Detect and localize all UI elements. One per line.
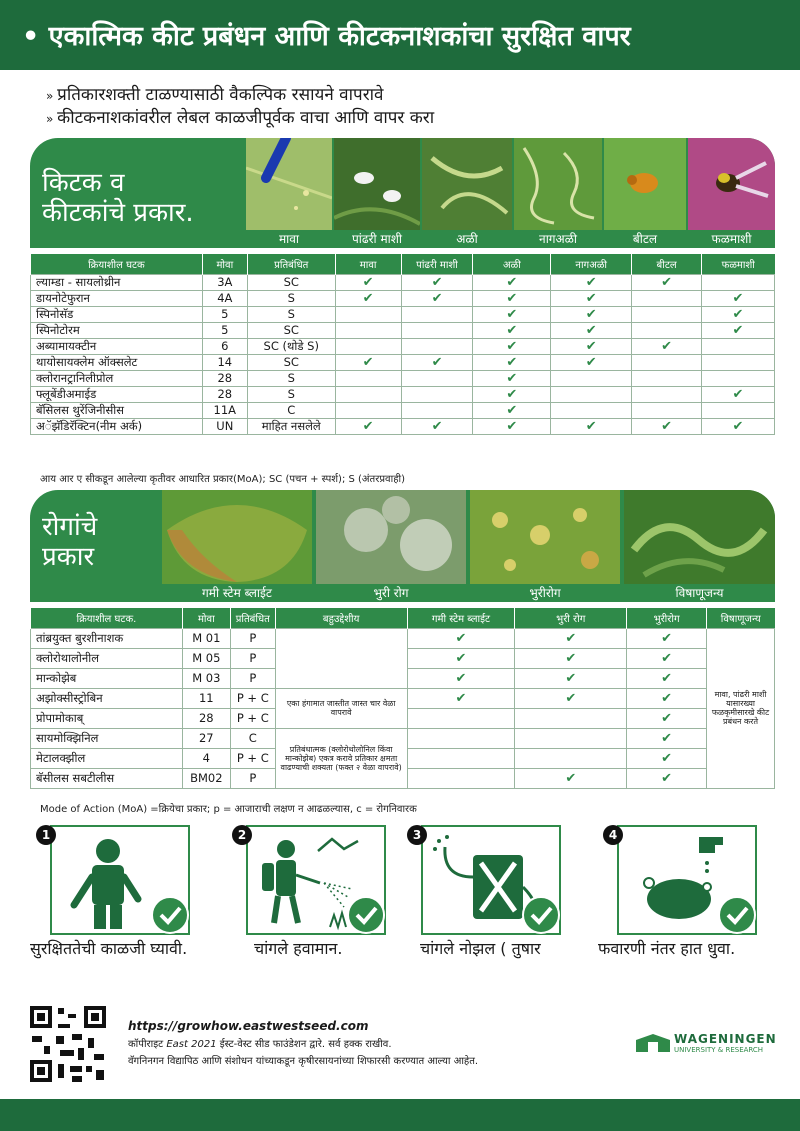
virus-image (624, 490, 775, 584)
check-mark: ✔ (473, 290, 551, 306)
photo-caption: भुरी रोग (316, 584, 466, 602)
moa-value: 6 (202, 338, 247, 354)
moa-value: 28 (202, 386, 247, 402)
check-mark: ✔ (627, 708, 707, 728)
table-row (31, 290, 775, 306)
column-header: मावा (335, 254, 401, 274)
check-mark (702, 402, 775, 418)
moa-value: M 01 (182, 628, 230, 648)
diseases-title-line2: प्रकार (42, 542, 95, 572)
check-mark: ✔ (551, 290, 632, 306)
check-mark: ✔ (627, 728, 707, 748)
footer-bar (0, 1099, 800, 1131)
copyright-text: ईस्ट-वेस्ट सीड फाउंडेशन द्वारे. सर्व हक्क राखीव. (219, 1039, 392, 1050)
check-mark: ✔ (515, 768, 627, 788)
mode-value: SC (247, 354, 335, 370)
mode-value: P (230, 768, 275, 788)
powdery-mildew-image (470, 490, 620, 584)
check-mark (401, 306, 473, 322)
column-header: भुरीरोग (627, 608, 707, 628)
check-mark: ✔ (515, 628, 627, 648)
check-mark: ✔ (627, 748, 707, 768)
check-badge-icon (521, 895, 561, 935)
check-mark: ✔ (632, 274, 702, 290)
photo-caption: विषाणूजन्य (624, 584, 775, 602)
column-header: प्रतिबंधित (230, 608, 275, 628)
moa-value: 11 (182, 688, 230, 708)
check-mark (702, 274, 775, 290)
active-ingredient: प्रोपामोकाब् (31, 708, 183, 728)
active-ingredient: सायमोक्झिनिल (31, 728, 183, 748)
check-mark: ✔ (335, 354, 401, 370)
check-mark: ✔ (551, 338, 632, 354)
step-weather (237, 825, 386, 935)
check-mark (401, 370, 473, 386)
check-mark: ✔ (473, 418, 551, 434)
check-mark: ✔ (401, 418, 473, 434)
table-row (31, 402, 775, 418)
column-header: बीटल (632, 254, 702, 274)
check-mark (551, 386, 632, 402)
check-mark (515, 708, 627, 728)
column-header: क्रियाशील घटक (31, 254, 203, 274)
mode-value: P (230, 628, 275, 648)
gummy-stem-blight-image (162, 490, 312, 584)
moa-value: M 05 (182, 648, 230, 668)
table-row (31, 628, 775, 648)
moa-value: 3A (202, 274, 247, 290)
moa-value: 14 (202, 354, 247, 370)
check-mark: ✔ (627, 768, 707, 788)
multi-purpose-note: प्रतिबंधात्मक (क्लोरोथोलोनिल किंवा मान्कोझेब) एकत्र करावे प्रतिकार क्षमता वाढण्याची शक्यता (फक्त २ वेळा वापरावे) (275, 728, 407, 788)
leafminer-image (514, 138, 602, 230)
check-mark: ✔ (473, 306, 551, 322)
active-ingredient: ल्याम्डा - सायलोथ्रीन (31, 274, 203, 290)
photo-caption: पांढरी माशी (334, 230, 420, 248)
step-number: 2 (232, 825, 252, 845)
mode-value: S (247, 370, 335, 386)
copyright-year: East 2021 (166, 1039, 217, 1050)
moa-value: 11A (202, 402, 247, 418)
photo-virus (624, 490, 775, 602)
column-header: क्रियाशील घटक. (31, 608, 183, 628)
table-row (31, 370, 775, 386)
footer-credit: वॅगनिनगन विद्यापिठ आणि संशोधन यांच्याकडून कृषीरसायनांच्या शिफारसी करण्यात आल्या आहेत. (128, 1056, 479, 1067)
bullet-list (46, 84, 434, 130)
page-title: • एकात्मिक कीट प्रबंधन आणि कीटकनाशकांचा सुरक्षित वापर (22, 21, 631, 52)
check-mark: ✔ (407, 648, 515, 668)
active-ingredient: मेटालक्झील (31, 748, 183, 768)
check-mark: ✔ (702, 386, 775, 402)
footer-copyright (128, 1036, 392, 1050)
step-number: 1 (36, 825, 56, 845)
check-mark (515, 748, 627, 768)
column-header: बहुउद्देशीय (275, 608, 407, 628)
step-number: 4 (603, 825, 623, 845)
active-ingredient: स्पिनोसॅड (31, 306, 203, 322)
check-mark: ✔ (515, 668, 627, 688)
check-mark (335, 338, 401, 354)
qr-code-icon (28, 1004, 108, 1084)
header-bar (0, 0, 800, 70)
check-mark: ✔ (473, 354, 551, 370)
beetle-image (604, 138, 686, 230)
check-mark: ✔ (401, 290, 473, 306)
table-row (31, 418, 775, 434)
step-label: फवारणी नंतर हात धुवा. (598, 939, 736, 958)
check-mark: ✔ (515, 688, 627, 708)
column-header: नागअळी (551, 254, 632, 274)
mode-value: माहित नसलेले (247, 418, 335, 434)
check-mark (632, 290, 702, 306)
photo-caption: अळी (422, 230, 512, 248)
mode-value: SC (थोडे S) (247, 338, 335, 354)
check-mark (632, 370, 702, 386)
moa-value: 28 (202, 370, 247, 386)
table-row (31, 728, 775, 748)
check-mark: ✔ (702, 322, 775, 338)
active-ingredient: अॅझॅडिरॅक्टिन(नीम अर्क) (31, 418, 203, 434)
moa-value: 5 (202, 306, 247, 322)
check-badge-icon (717, 895, 757, 935)
check-mark (335, 322, 401, 338)
check-mark: ✔ (702, 306, 775, 322)
check-mark (335, 402, 401, 418)
active-ingredient: तांब्रयुक्त बुरशीनाशक (31, 628, 183, 648)
active-ingredient: मान्कोझेब (31, 668, 183, 688)
photo-powdery-mildew (470, 490, 620, 602)
photo-aphid (246, 138, 332, 248)
photo-caption: मावा (246, 230, 332, 248)
check-mark: ✔ (473, 338, 551, 354)
column-header: अळी (473, 254, 551, 274)
pests-title-line1: किटक व (42, 168, 125, 198)
check-mark (632, 386, 702, 402)
check-mark: ✔ (407, 688, 515, 708)
check-mark: ✔ (401, 274, 473, 290)
pests-title-line2: कीटकांचे प्रकार. (42, 198, 194, 228)
table-row (31, 688, 775, 708)
check-mark: ✔ (702, 418, 775, 434)
check-mark: ✔ (627, 668, 707, 688)
moa-value: 5 (202, 322, 247, 338)
table-row (31, 338, 775, 354)
check-mark: ✔ (335, 290, 401, 306)
column-header: मोवा (182, 608, 230, 628)
mode-value: S (247, 386, 335, 402)
photo-fruitfly (688, 138, 775, 248)
moa-value: BM02 (182, 768, 230, 788)
downy-mildew-image (316, 490, 466, 584)
check-mark: ✔ (632, 418, 702, 434)
photo-leafminer (514, 138, 602, 248)
check-mark (551, 370, 632, 386)
column-header: प्रतिबंधित (247, 254, 335, 274)
bullet-item: » प्रतिकारशक्ती टाळण्यासाठी वैकल्पिक रसायने वापरावे (46, 84, 434, 107)
check-mark: ✔ (551, 306, 632, 322)
check-mark (515, 728, 627, 748)
column-header: फळमाशी (702, 254, 775, 274)
check-mark: ✔ (407, 628, 515, 648)
active-ingredient: अब्यामायक्टीन (31, 338, 203, 354)
logo-name: WAGENINGEN (674, 1032, 777, 1046)
check-mark: ✔ (627, 648, 707, 668)
photo-downy-mildew (316, 490, 466, 602)
step-handwash (608, 825, 757, 935)
table-row (31, 354, 775, 370)
mode-value: P + C (230, 688, 275, 708)
check-mark: ✔ (551, 322, 632, 338)
check-mark (551, 402, 632, 418)
wageningen-logo (636, 1030, 776, 1058)
photo-beetle (604, 138, 686, 248)
mode-value: SC (247, 274, 335, 290)
column-header: पांढरी माशी (401, 254, 473, 274)
active-ingredient: स्पिनोटोरम (31, 322, 203, 338)
moa-value: 4 (182, 748, 230, 768)
diseases-title (42, 512, 97, 572)
column-header: गमी स्टेम ब्लाईट (407, 608, 515, 628)
check-mark (632, 402, 702, 418)
mode-value: P (230, 668, 275, 688)
check-badge-icon (150, 895, 190, 935)
caterpillar-image (422, 138, 512, 230)
diseases-title-line1: रोगांचे (42, 512, 98, 542)
check-mark (632, 354, 702, 370)
check-mark: ✔ (335, 274, 401, 290)
photo-caption: गमी स्टेम ब्लाईट (162, 584, 312, 602)
moa-value: M 03 (182, 668, 230, 688)
column-header: मोवा (202, 254, 247, 274)
fruitfly-image (688, 138, 775, 230)
check-mark: ✔ (473, 370, 551, 386)
pests-title (42, 168, 194, 228)
mode-value: SC (247, 322, 335, 338)
check-mark: ✔ (627, 628, 707, 648)
mode-value: C (247, 402, 335, 418)
diseases-footnote: Mode of Action (MoA) =क्रियेचा प्रकार; p = आजाराची लक्षण न आढळल्यास, c = रोगनिवारक (40, 804, 417, 815)
diseases-table (30, 608, 775, 789)
check-mark (335, 370, 401, 386)
virus-note: मावा, पांढरी माशी यासारख्या फळकृमीसारखे कीट प्रबंधन करते (707, 628, 775, 788)
check-mark: ✔ (551, 418, 632, 434)
moa-value: 4A (202, 290, 247, 306)
table-row (31, 386, 775, 402)
check-mark (702, 338, 775, 354)
diseases-table-header (31, 608, 775, 628)
check-mark (401, 322, 473, 338)
check-mark (632, 322, 702, 338)
multi-purpose-note: एका हंगामात जास्तीत जास्त चार वेळा वापरावे (275, 688, 407, 728)
check-mark: ✔ (473, 274, 551, 290)
step-label: सुरक्षिततेची काळजी घ्यावी. (30, 939, 188, 958)
step-nozzle (412, 825, 561, 935)
check-mark (702, 370, 775, 386)
pests-footnote: आय आर ए सीकडून आलेल्या कृतीवर आधारित प्रकार(MoA); SC (पचन + स्पर्श); S (अंतरप्रवाही) (40, 474, 405, 485)
table-row (31, 322, 775, 338)
check-mark: ✔ (335, 418, 401, 434)
wageningen-logo-icon (636, 1032, 670, 1054)
check-mark (401, 402, 473, 418)
check-mark (401, 386, 473, 402)
photo-caterpillar (422, 138, 512, 248)
check-mark: ✔ (473, 322, 551, 338)
active-ingredient: अझोक्सीस्ट्रोबिन (31, 688, 183, 708)
check-mark: ✔ (627, 688, 707, 708)
step-number: 3 (407, 825, 427, 845)
pests-table-header (31, 254, 775, 274)
check-mark (702, 354, 775, 370)
active-ingredient: बॅसीलस सबटीलीस (31, 768, 183, 788)
photo-caption: बीटल (604, 230, 686, 248)
check-mark: ✔ (551, 274, 632, 290)
check-mark: ✔ (473, 402, 551, 418)
footer-url[interactable]: https://growhow.eastwestseed.com (128, 1019, 369, 1033)
photo-caption: फळमाशी (688, 230, 775, 248)
mode-value: P (230, 648, 275, 668)
photo-whitefly (334, 138, 420, 248)
check-mark (407, 708, 515, 728)
check-mark (407, 768, 515, 788)
photo-caption: नागअळी (514, 230, 602, 248)
check-mark (632, 306, 702, 322)
active-ingredient: फ्लूबेंडीअमाईड (31, 386, 203, 402)
logo-subtitle: UNIVERSITY & RESEARCH (674, 1046, 764, 1054)
aphid-image (246, 138, 332, 230)
moa-value: UN (202, 418, 247, 434)
check-mark (335, 386, 401, 402)
step-label: चांगले हवामान. (254, 939, 343, 958)
check-mark: ✔ (401, 354, 473, 370)
check-mark: ✔ (473, 386, 551, 402)
table-row (31, 306, 775, 322)
mode-value: C (230, 728, 275, 748)
mode-value: P + C (230, 748, 275, 768)
check-mark: ✔ (515, 648, 627, 668)
check-mark: ✔ (407, 668, 515, 688)
step-safety (41, 825, 190, 935)
active-ingredient: थायोसायक्लेम ऑक्सलेट (31, 354, 203, 370)
copyright-prefix: कॉपीराइट (128, 1039, 164, 1050)
moa-value: 27 (182, 728, 230, 748)
check-badge-icon (346, 895, 386, 935)
table-row (31, 274, 775, 290)
whitefly-image (334, 138, 420, 230)
photo-caption: भुरीरोग (470, 584, 620, 602)
active-ingredient: डायनोटेफुरान (31, 290, 203, 306)
bullet-item: » कीटकनाशकांवरील लेबल काळजीपूर्वक वाचा आणि वापर करा (46, 107, 434, 130)
column-header: भुरी रोग (515, 608, 627, 628)
check-mark: ✔ (632, 338, 702, 354)
pests-table (30, 254, 775, 435)
check-mark (335, 306, 401, 322)
check-mark (401, 338, 473, 354)
active-ingredient: बॅसिलस थुरेंजिनीसीस (31, 402, 203, 418)
check-mark: ✔ (702, 290, 775, 306)
active-ingredient: क्लोरानट्रानिलीप्रोल (31, 370, 203, 386)
step-label: चांगले नोझल ( तुषार (420, 939, 541, 958)
mode-value: S (247, 290, 335, 306)
mode-value: P + C (230, 708, 275, 728)
check-mark (407, 748, 515, 768)
multi-purpose-blank (275, 628, 407, 688)
photo-gummy-stem-blight (162, 490, 312, 602)
mode-value: S (247, 306, 335, 322)
check-mark (407, 728, 515, 748)
check-mark: ✔ (551, 354, 632, 370)
active-ingredient: क्लोरोथालोनील (31, 648, 183, 668)
column-header: विषाणूजन्य (707, 608, 775, 628)
moa-value: 28 (182, 708, 230, 728)
